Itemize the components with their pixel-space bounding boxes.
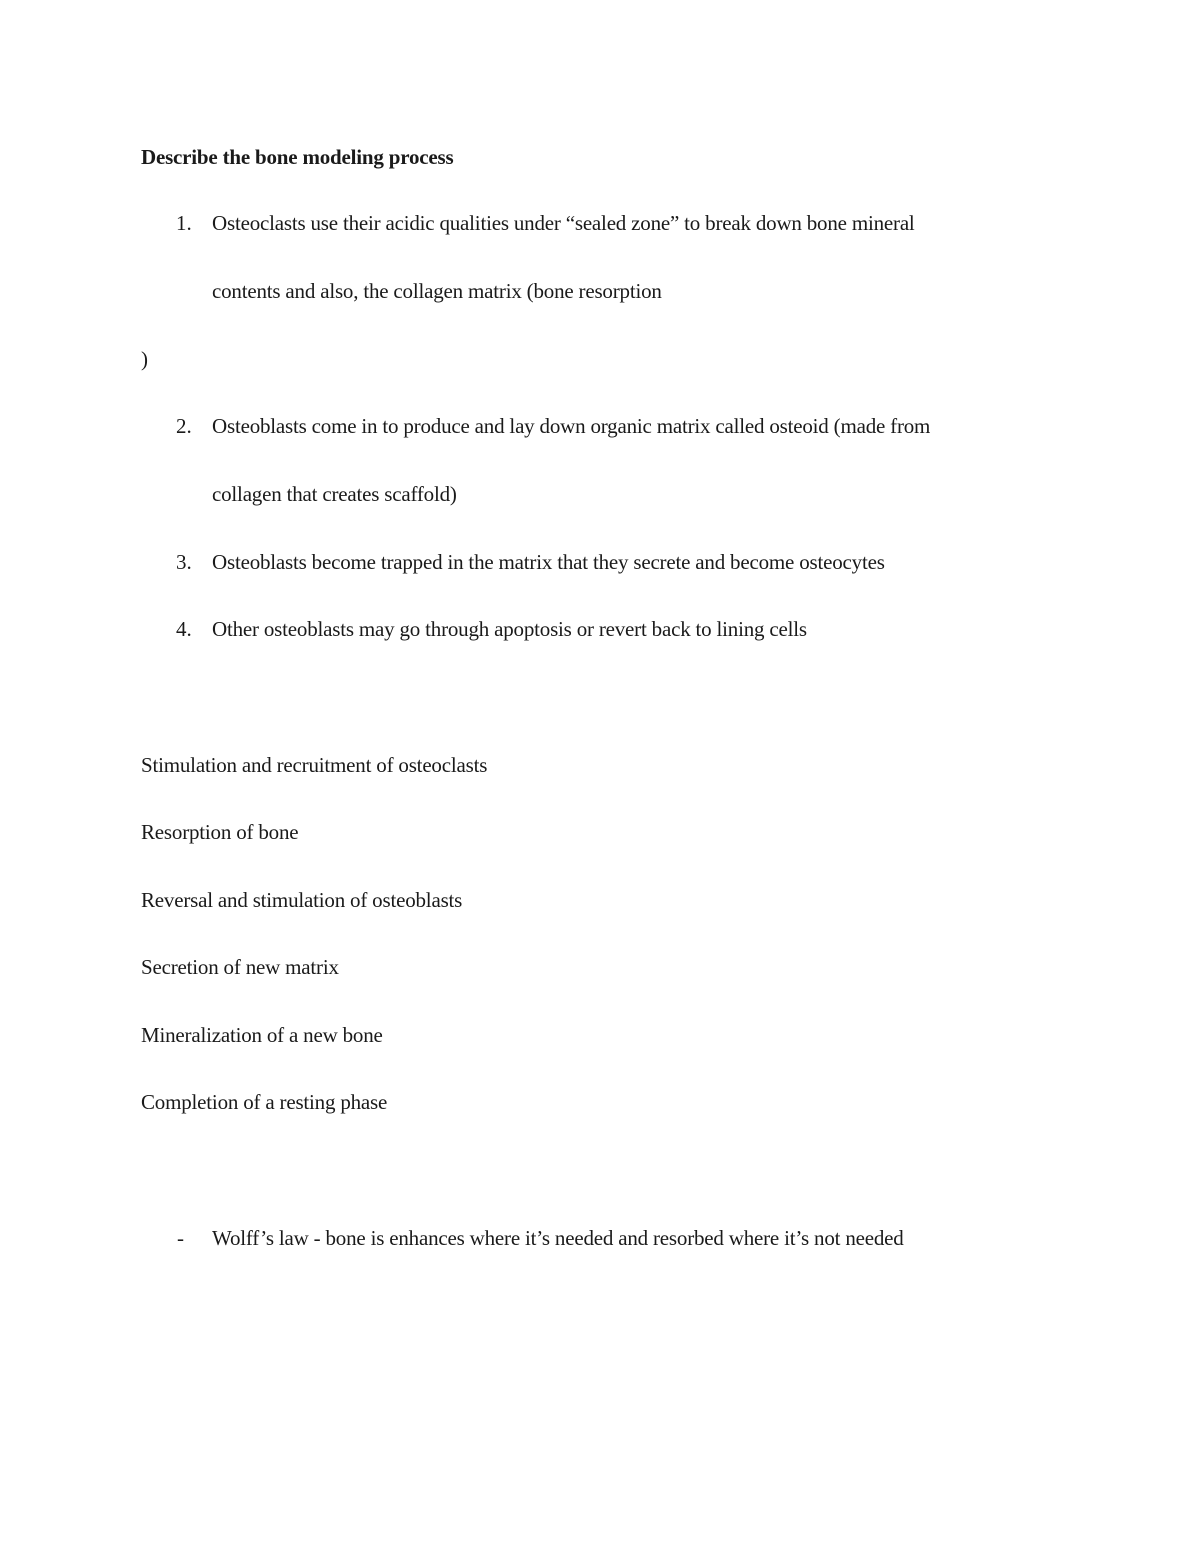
note-bullet: - [177, 1226, 184, 1250]
phase-line-1: Stimulation and recruitment of osteoclasts [141, 753, 488, 777]
phase-line-6: Completion of a resting phase [141, 1090, 388, 1114]
phase-line-4: Secretion of new matrix [141, 955, 339, 979]
list-item-1-line-2: contents and also, the collagen matrix (bone resorption [212, 279, 662, 303]
note-text: Wolff’s law - bone is enhances where it’s needed and resorbed where it’s not needed [212, 1226, 904, 1250]
list-item-3-line-1: Osteoblasts become trapped in the matrix that they secrete and become osteocytes [212, 550, 885, 574]
list-item-2-line-1: Osteoblasts come in to produce and lay down organic matrix called osteoid (made from [212, 414, 931, 438]
list-number-4: 4. [176, 617, 192, 641]
list-item-1-overflow: ) [141, 347, 148, 371]
list-number-2: 2. [176, 414, 192, 438]
list-number-1: 1. [176, 211, 192, 235]
list-item-1-line-1: Osteoclasts use their acidic qualities under “sealed zone” to break down bone mineral [212, 211, 915, 235]
phase-line-5: Mineralization of a new bone [141, 1023, 383, 1047]
list-item-2-line-2: collagen that creates scaffold) [212, 482, 457, 506]
phase-line-3: Reversal and stimulation of osteoblasts [141, 888, 463, 912]
list-item-4-line-1: Other osteoblasts may go through apoptosis or revert back to lining cells [212, 617, 807, 641]
page-title: Describe the bone modeling process [141, 145, 454, 169]
phase-line-2: Resorption of bone [141, 820, 299, 844]
list-number-3: 3. [176, 550, 192, 574]
